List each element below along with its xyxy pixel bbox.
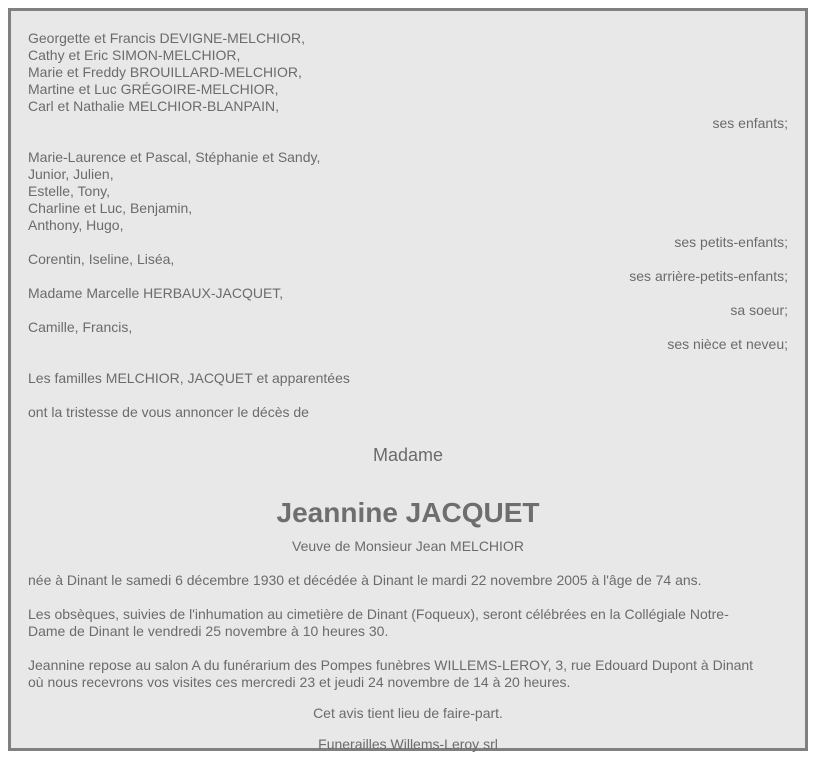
families-line: Les familles MELCHIOR, JACQUET et apparentées [28,370,350,386]
rest-line-1: Jeannine repose au salon A du funérarium des Pompes funèbres WILLEMS-LEROY, 3, rue Edouard Dupont à Dinant [28,657,754,673]
niece-list [28,319,788,353]
funeral-line-1: Les obsèques, suivies de l'inhumation au cimetière de Dinant (Foqueux), seront célébrées en la Collégiale Notre- [28,606,729,622]
child-entry: Georgette et Francis DEVIGNE-MELCHIOR, [28,30,305,46]
sister-list [28,285,788,319]
child-entry: Cathy et Eric SIMON-MELCHIOR, [28,47,241,63]
rest-line-2: où nous recevrons vos visites ces mercredi 23 et jeudi 24 novembre de 14 à 20 heures. [28,674,571,690]
great-grandchildren-list [28,251,788,285]
child-entry: Marie et Freddy BROUILLARD-MELCHIOR, [28,64,302,80]
sister-label: sa soeur; [730,302,788,318]
niece-entry: Camille, Francis, [28,319,133,335]
spacer [28,530,788,538]
title-madame: Madame [372,445,444,465]
grandchild-entry: Marie-Laurence et Pascal, Stéphanie et Sandy, [28,149,321,165]
great-grandchildren-label: ses arrière-petits-enfants; [629,268,788,284]
spacer [28,421,788,444]
spacer [28,555,788,572]
spacer [28,589,788,606]
niece-label: ses nièce et neveu; [667,336,788,352]
spacer [28,640,788,657]
obituary-notice [8,8,808,751]
grandchild-entry: Estelle, Tony, [28,183,110,199]
notice-line: Cet avis tient lieu de faire-part. [313,705,503,721]
spacer [28,722,788,736]
funeral-line-2: Dame de Dinant le vendredi 25 novembre à 10 heures 30. [28,623,389,639]
grandchildren-list [28,149,788,251]
children-label: ses enfants; [712,115,788,131]
grandchild-entry: Junior, Julien, [28,166,114,182]
spacer [28,387,788,404]
child-entry: Martine et Luc GRÉGOIRE-MELCHIOR, [28,81,279,97]
great-grandchild-entry: Corentin, Iseline, Liséa, [28,251,175,267]
signature-line: Funerailles Willems-Leroy srl [318,736,498,752]
notice-content [28,30,788,753]
announcement-line: ont la tristesse de vous annoncer le décès de [28,404,309,420]
deceased-name: Jeannine JACQUET [276,497,540,528]
grandchildren-label: ses petits-enfants; [674,234,788,250]
spacer [28,466,788,496]
sister-entry: Madame Marcelle HERBAUX-JACQUET, [28,285,284,301]
grandchild-entry: Charline et Luc, Benjamin, [28,200,193,216]
children-list [28,30,788,132]
spacer [28,132,788,149]
spacer [28,691,788,705]
widow-of-line: Veuve de Monsieur Jean MELCHIOR [292,538,524,554]
spacer [28,353,788,370]
birth-death-line: née à Dinant le samedi 6 décembre 1930 et décédée à Dinant le mardi 22 novembre 2005 à l'âge de 74 ans. [28,572,702,588]
child-entry: Carl et Nathalie MELCHIOR-BLANPAIN, [28,98,280,114]
grandchild-entry: Anthony, Hugo, [28,217,124,233]
